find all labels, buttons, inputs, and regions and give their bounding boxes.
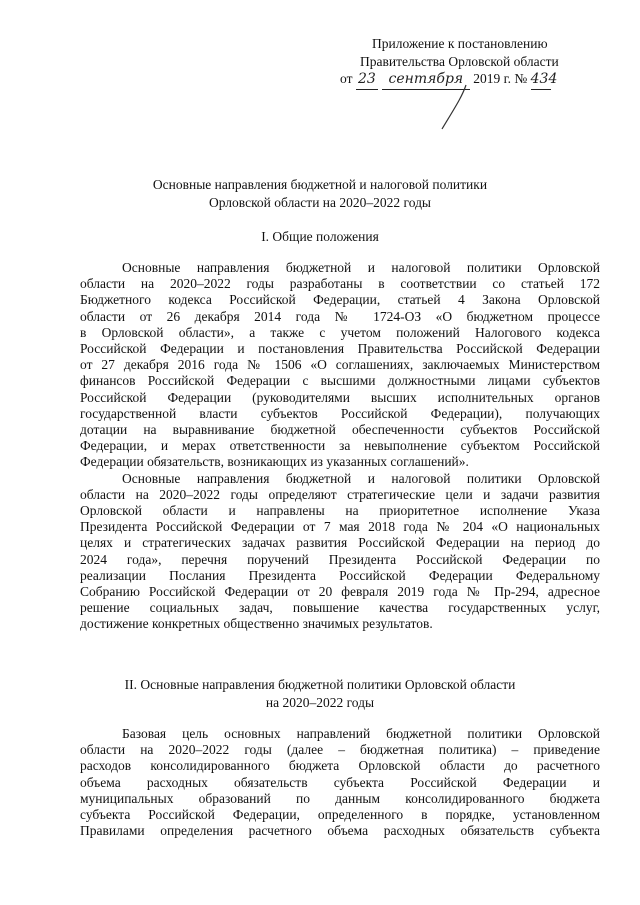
- handwritten-stroke-icon: [436, 83, 476, 133]
- paragraph-line: субъекта Российской Федерации, определенного в порядке, установленном: [80, 807, 600, 823]
- paragraph-line: от 27 декабря 2016 года № 1506 «О соглашениях, заключаемых Министерством: [80, 357, 600, 373]
- document-title: [60, 176, 580, 211]
- paragraph-line: объема расходных обязательств субъекта Российской Федерации и: [80, 774, 600, 790]
- paragraph-line: муниципальных образований по данным консолидированного бюджета: [80, 790, 600, 806]
- section-1-body: [80, 260, 600, 633]
- section-1-heading: I. Общие положения: [261, 229, 379, 244]
- paragraph-line: целях и стратегических задачах развития Российской Федерации на период до: [80, 535, 600, 551]
- title-line-1: Основные направления бюджетной и налоговой политики: [152, 177, 488, 192]
- paragraph-line: 2024 года», перечня поручений Президента Российской Федерации по: [80, 551, 600, 567]
- paragraph-line: реализации Послания Президента Российской Федерации Федеральному: [80, 567, 600, 583]
- section-1-paragraph-2: [80, 471, 600, 633]
- paragraph-line: достижение конкретных общественно значимых результатов.: [80, 616, 433, 632]
- paragraph-line: области на 2020–2022 годы разработаны в соответствии со статьей 172: [80, 276, 600, 292]
- paragraph-line: Федерации обязательств, возникающих из указанных соглашений».: [80, 454, 469, 470]
- appendix-header: [340, 35, 590, 90]
- paragraph-line: Президента Российской Федерации от 7 мая 2018 года № 204 «О национальных: [80, 519, 600, 535]
- paragraph-line: финансов Российской Федерации с высшими должностными лицами субъектов: [80, 373, 600, 389]
- paragraph-line: государственной власти субъектов Российской Федерации), получающих: [80, 405, 600, 421]
- paragraph-line: решение социальных задач, повышение качества государственных услуг,: [80, 600, 600, 616]
- section-1-paragraph-1: [80, 260, 600, 471]
- paragraph-line: Российской Федерации (руководителями высших исполнительных органов: [80, 389, 600, 405]
- paragraph-line: Федерации, и мерах ответственности за невыполнение субъектом Российской: [80, 438, 600, 454]
- appendix-line-2: Правительства Орловской области: [360, 53, 559, 69]
- paragraph-line: Российской Федерации и постановления Правительства Российской Федерации: [80, 341, 600, 357]
- paragraph-line: области на 2020–2022 годы (далее – бюджетная политика) – приведение: [80, 742, 600, 758]
- paragraph-line: Основные направления бюджетной и налоговой политики Орловской: [122, 470, 600, 486]
- paragraph-line: в Орловской области», а также с учетом положений Налогового кодекса: [80, 324, 600, 340]
- paragraph-line: Бюджетного кодекса Российской Федерации, статьей 4 Закона Орловской: [80, 292, 600, 308]
- handwritten-document-number: 434: [531, 71, 551, 90]
- paragraph-line: дотации на выравнивание бюджетной обеспеченности субъектов Российской: [80, 422, 600, 438]
- appendix-year-number-label: 2019 г. №: [473, 71, 528, 86]
- paragraph-line: расходов консолидированного бюджета Орловской области до расчетного: [80, 758, 600, 774]
- paragraph-line: области на 2020–2022 годы определяют стратегические цели и задачи развития: [80, 486, 600, 502]
- paragraph-line: Базовая цель основных направлений бюджетной политики Орловской: [122, 726, 600, 741]
- section-2-paragraph-1: [80, 726, 600, 839]
- appendix-line-1: Приложение к постановлению: [372, 36, 548, 51]
- handwritten-date-month: сентября: [382, 71, 470, 90]
- paragraph-line: Правилами определения расчетного объема расходных обязательств субъекта: [80, 823, 600, 839]
- section-2-heading-line-1: II. Основные направления бюджетной политики Орловской области: [124, 677, 516, 692]
- appendix-from-label: от: [340, 71, 353, 86]
- paragraph-line: Собранию Российской Федерации от 20 февраля 2019 года № Пр-294, адресное: [80, 584, 600, 600]
- paragraph-line: Основные направления бюджетной и налоговой политики Орловской: [122, 260, 600, 275]
- section-2-heading: [60, 676, 580, 711]
- handwritten-date-day: 23: [356, 71, 378, 90]
- section-2-heading-line-2: на 2020–2022 годы: [265, 694, 375, 710]
- title-line-2: Орловской области на 2020–2022 годы: [208, 194, 432, 210]
- paragraph-line: области от 26 декабря 2014 года № 1724-ОЗ «О бюджетном процессе: [80, 308, 600, 324]
- section-2-body: [80, 726, 600, 839]
- paragraph-line: Орловской области и направлены на приоритетное исполнение Указа: [80, 503, 600, 519]
